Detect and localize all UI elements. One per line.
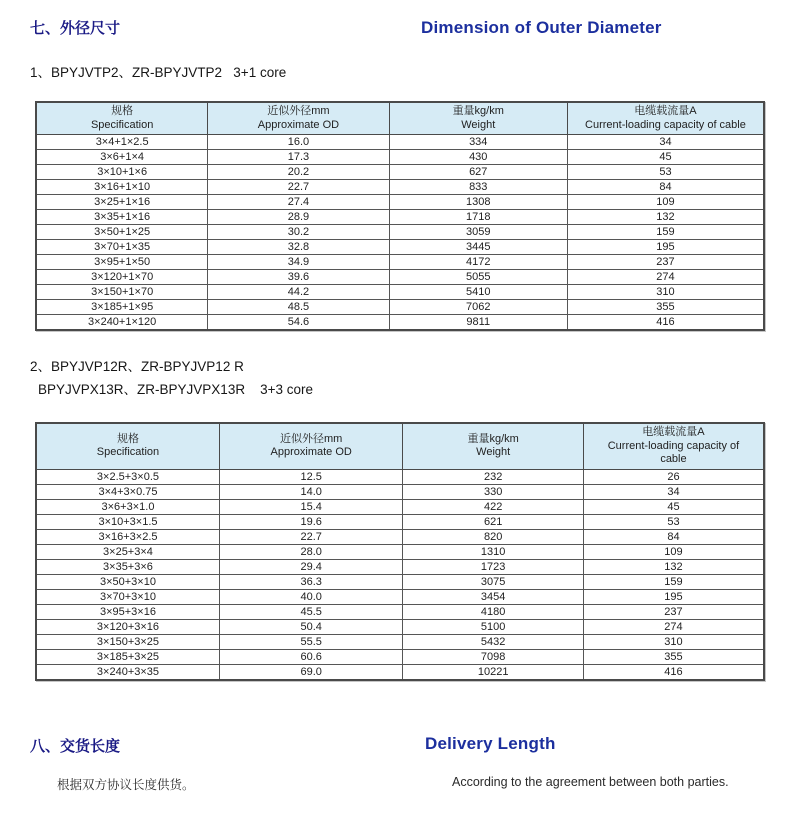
- column-header: [208, 102, 389, 135]
- table-cell: 5055: [389, 270, 567, 285]
- table-cell: 3×4+1×2.5: [36, 135, 208, 150]
- table-cell: 3×25+1×16: [36, 195, 208, 210]
- table-row: [36, 604, 764, 619]
- column-header-en: Approximate OD: [270, 446, 352, 459]
- table-row: [36, 574, 764, 589]
- column-header-zh: 重量kg/km: [467, 432, 519, 445]
- table-cell: 5100: [403, 619, 584, 634]
- section-8-title-zh: 八、交货长度: [30, 738, 121, 755]
- table-cell: 3×35+3×6: [36, 559, 219, 574]
- table-cell: 84: [567, 180, 764, 195]
- table-cell: 7098: [403, 649, 584, 664]
- table-cell: 4180: [403, 604, 584, 619]
- table-cell: 3×120+3×16: [36, 619, 219, 634]
- table-row: [36, 469, 764, 484]
- table-cell: 3×70+3×10: [36, 589, 219, 604]
- table-cell: 3×50+1×25: [36, 225, 208, 240]
- column-header: [36, 102, 208, 135]
- table-cell: 39.6: [208, 270, 389, 285]
- section-8-title-en: Delivery Length: [425, 734, 556, 753]
- table-cell: 132: [583, 559, 764, 574]
- table-cell: 54.6: [208, 315, 389, 331]
- table-cell: 9811: [389, 315, 567, 331]
- column-header: [36, 423, 219, 469]
- table-cell: 50.4: [219, 619, 402, 634]
- table-cell: 195: [583, 589, 764, 604]
- table-cell: 30.2: [208, 225, 389, 240]
- table-cell: 422: [403, 499, 584, 514]
- table-cell: 3059: [389, 225, 567, 240]
- table-row: [36, 135, 764, 150]
- column-header: [219, 423, 402, 469]
- table-cell: 237: [567, 255, 764, 270]
- table-cell: 44.2: [208, 285, 389, 300]
- table-row: [36, 270, 764, 285]
- cable-type-1-heading: 1、BPYJVTP2、ZR-BPYJVTP2 3+1 core: [30, 65, 287, 80]
- section-7-title-en: Dimension of Outer Diameter: [421, 18, 662, 37]
- table-cell: 45.5: [219, 604, 402, 619]
- table-cell: 15.4: [219, 499, 402, 514]
- table-cell: 16.0: [208, 135, 389, 150]
- table-cell: 5432: [403, 634, 584, 649]
- table-row: [36, 285, 764, 300]
- column-header-en: Weight: [461, 118, 496, 131]
- table-cell: 3×150+3×25: [36, 634, 219, 649]
- column-header: [567, 102, 764, 135]
- table-cell: 28.0: [219, 544, 402, 559]
- table-cell: 3×240+1×120: [36, 315, 208, 331]
- table-row: [36, 210, 764, 225]
- table-cell: 29.4: [219, 559, 402, 574]
- table-cell: 27.4: [208, 195, 389, 210]
- table-cell: 53: [583, 514, 764, 529]
- column-header-en: Specification: [90, 118, 154, 131]
- table-cell: 34.9: [208, 255, 389, 270]
- table-cell: 22.7: [208, 180, 389, 195]
- table-cell: 53: [567, 165, 764, 180]
- table-cell: 17.3: [208, 150, 389, 165]
- column-header-en: Approximate OD: [257, 118, 340, 131]
- table-row: [36, 300, 764, 315]
- section-7-title-zh: 七、外径尺寸: [30, 20, 121, 37]
- table-cell: 3×150+1×70: [36, 285, 208, 300]
- table-cell: 621: [403, 514, 584, 529]
- table-cell: 310: [583, 634, 764, 649]
- table-row: [36, 255, 764, 270]
- table-cell: 3×35+1×16: [36, 210, 208, 225]
- table-cell: 3×16+1×10: [36, 180, 208, 195]
- table-row: [36, 529, 764, 544]
- table-row: [36, 559, 764, 574]
- table-cell: 60.6: [219, 649, 402, 664]
- column-header-en: Weight: [476, 446, 511, 459]
- table-row: [36, 165, 764, 180]
- column-header-zh: 重量kg/km: [452, 105, 504, 117]
- table-row: [36, 195, 764, 210]
- table-cell: 109: [583, 544, 764, 559]
- table-cell: 10221: [403, 664, 584, 680]
- table-cell: 3×185+1×95: [36, 300, 208, 315]
- table-cell: 416: [583, 664, 764, 680]
- table-cell: 430: [389, 150, 567, 165]
- table-cell: 3×185+3×25: [36, 649, 219, 664]
- column-header: [389, 102, 567, 135]
- table-cell: 3×240+3×35: [36, 664, 219, 680]
- table-cell: 1310: [403, 544, 584, 559]
- cable-type-2-heading-line2: BPYJVPX13R、ZR-BPYJVPX13R 3+3 core: [38, 382, 313, 397]
- table-cell: 22.7: [219, 529, 402, 544]
- table-cell: 45: [567, 150, 764, 165]
- column-header-en: Current-loading capacity of cable: [585, 118, 746, 131]
- table-cell: 5410: [389, 285, 567, 300]
- table-cell: 34: [567, 135, 764, 150]
- table-cell: 3×95+3×16: [36, 604, 219, 619]
- table-cell: 355: [583, 649, 764, 664]
- header-row: [36, 102, 764, 135]
- table-cell: 45: [583, 499, 764, 514]
- table-row: [36, 225, 764, 240]
- table-cell: 20.2: [208, 165, 389, 180]
- table-cell: 159: [567, 225, 764, 240]
- table-row: [36, 649, 764, 664]
- column-header-zh: 近似外径mm: [280, 432, 343, 445]
- table-cell: 1308: [389, 195, 567, 210]
- table-cell: 3075: [403, 574, 584, 589]
- table-cell: 330: [403, 484, 584, 499]
- table-cell: 28.9: [208, 210, 389, 225]
- table-cell: 1718: [389, 210, 567, 225]
- table-cell: 48.5: [208, 300, 389, 315]
- table-row: [36, 514, 764, 529]
- table-cell: 69.0: [219, 664, 402, 680]
- table-cell: 36.3: [219, 574, 402, 589]
- column-header-zh: 电缆载流量A: [642, 426, 705, 438]
- table-cell: 833: [389, 180, 567, 195]
- table-row: [36, 484, 764, 499]
- delivery-note-zh: 根据双方协议长度供货。: [57, 778, 195, 792]
- column-header-en: Current-loading capacity of cable: [607, 439, 740, 465]
- table-outer-diameter-3plus3-core: [35, 422, 765, 681]
- table-row: [36, 634, 764, 649]
- table-cell: 195: [567, 240, 764, 255]
- table-row: [36, 315, 764, 331]
- table-row: [36, 499, 764, 514]
- table-cell: 55.5: [219, 634, 402, 649]
- table-cell: 132: [567, 210, 764, 225]
- header-row: [36, 423, 764, 469]
- table-cell: 3445: [389, 240, 567, 255]
- column-header-en: Specification: [96, 446, 160, 459]
- table-row: [36, 150, 764, 165]
- table-cell: 32.8: [208, 240, 389, 255]
- table-cell: 3×16+3×2.5: [36, 529, 219, 544]
- table-cell: 416: [567, 315, 764, 331]
- table-cell: 3×4+3×0.75: [36, 484, 219, 499]
- table-cell: 40.0: [219, 589, 402, 604]
- table-cell: 3×95+1×50: [36, 255, 208, 270]
- table-cell: 274: [567, 270, 764, 285]
- table-cell: 3×6+1×4: [36, 150, 208, 165]
- table-row: [36, 180, 764, 195]
- table-cell: 109: [567, 195, 764, 210]
- table-cell: 14.0: [219, 484, 402, 499]
- table-cell: 3×6+3×1.0: [36, 499, 219, 514]
- table-row: [36, 240, 764, 255]
- table-cell: 820: [403, 529, 584, 544]
- column-header-zh: 近似外径mm: [267, 105, 330, 117]
- table-row: [36, 664, 764, 680]
- table-cell: 34: [583, 484, 764, 499]
- table-row: [36, 619, 764, 634]
- delivery-note-en: According to the agreement between both parties.: [452, 775, 729, 789]
- table-row: [36, 589, 764, 604]
- table-cell: 3454: [403, 589, 584, 604]
- table-cell: 1723: [403, 559, 584, 574]
- table-cell: 3×70+1×35: [36, 240, 208, 255]
- table-cell: 627: [389, 165, 567, 180]
- column-header-zh: 规格: [116, 432, 139, 445]
- column-header-zh: 电缆载流量A: [634, 105, 697, 117]
- table-cell: 310: [567, 285, 764, 300]
- table-cell: 355: [567, 300, 764, 315]
- table-cell: 334: [389, 135, 567, 150]
- table-cell: 26: [583, 469, 764, 484]
- table-cell: 274: [583, 619, 764, 634]
- column-header-zh: 规格: [111, 105, 134, 117]
- table-cell: 12.5: [219, 469, 402, 484]
- table-cell: 3×25+3×4: [36, 544, 219, 559]
- table-cell: 3×50+3×10: [36, 574, 219, 589]
- table-cell: 19.6: [219, 514, 402, 529]
- cable-type-2-heading-line1: 2、BPYJVP12R、ZR-BPYJVP12 R: [30, 359, 244, 374]
- table-cell: 3×10+3×1.5: [36, 514, 219, 529]
- column-header: [583, 423, 764, 469]
- table-cell: 3×10+1×6: [36, 165, 208, 180]
- table-outer-diameter-3plus1-core: [35, 101, 765, 331]
- table-cell: 232: [403, 469, 584, 484]
- table-cell: 3×2.5+3×0.5: [36, 469, 219, 484]
- table-cell: 159: [583, 574, 764, 589]
- column-header: [403, 423, 584, 469]
- table-cell: 4172: [389, 255, 567, 270]
- table-cell: 237: [583, 604, 764, 619]
- table-row: [36, 544, 764, 559]
- table-cell: 7062: [389, 300, 567, 315]
- table-cell: 84: [583, 529, 764, 544]
- table-cell: 3×120+1×70: [36, 270, 208, 285]
